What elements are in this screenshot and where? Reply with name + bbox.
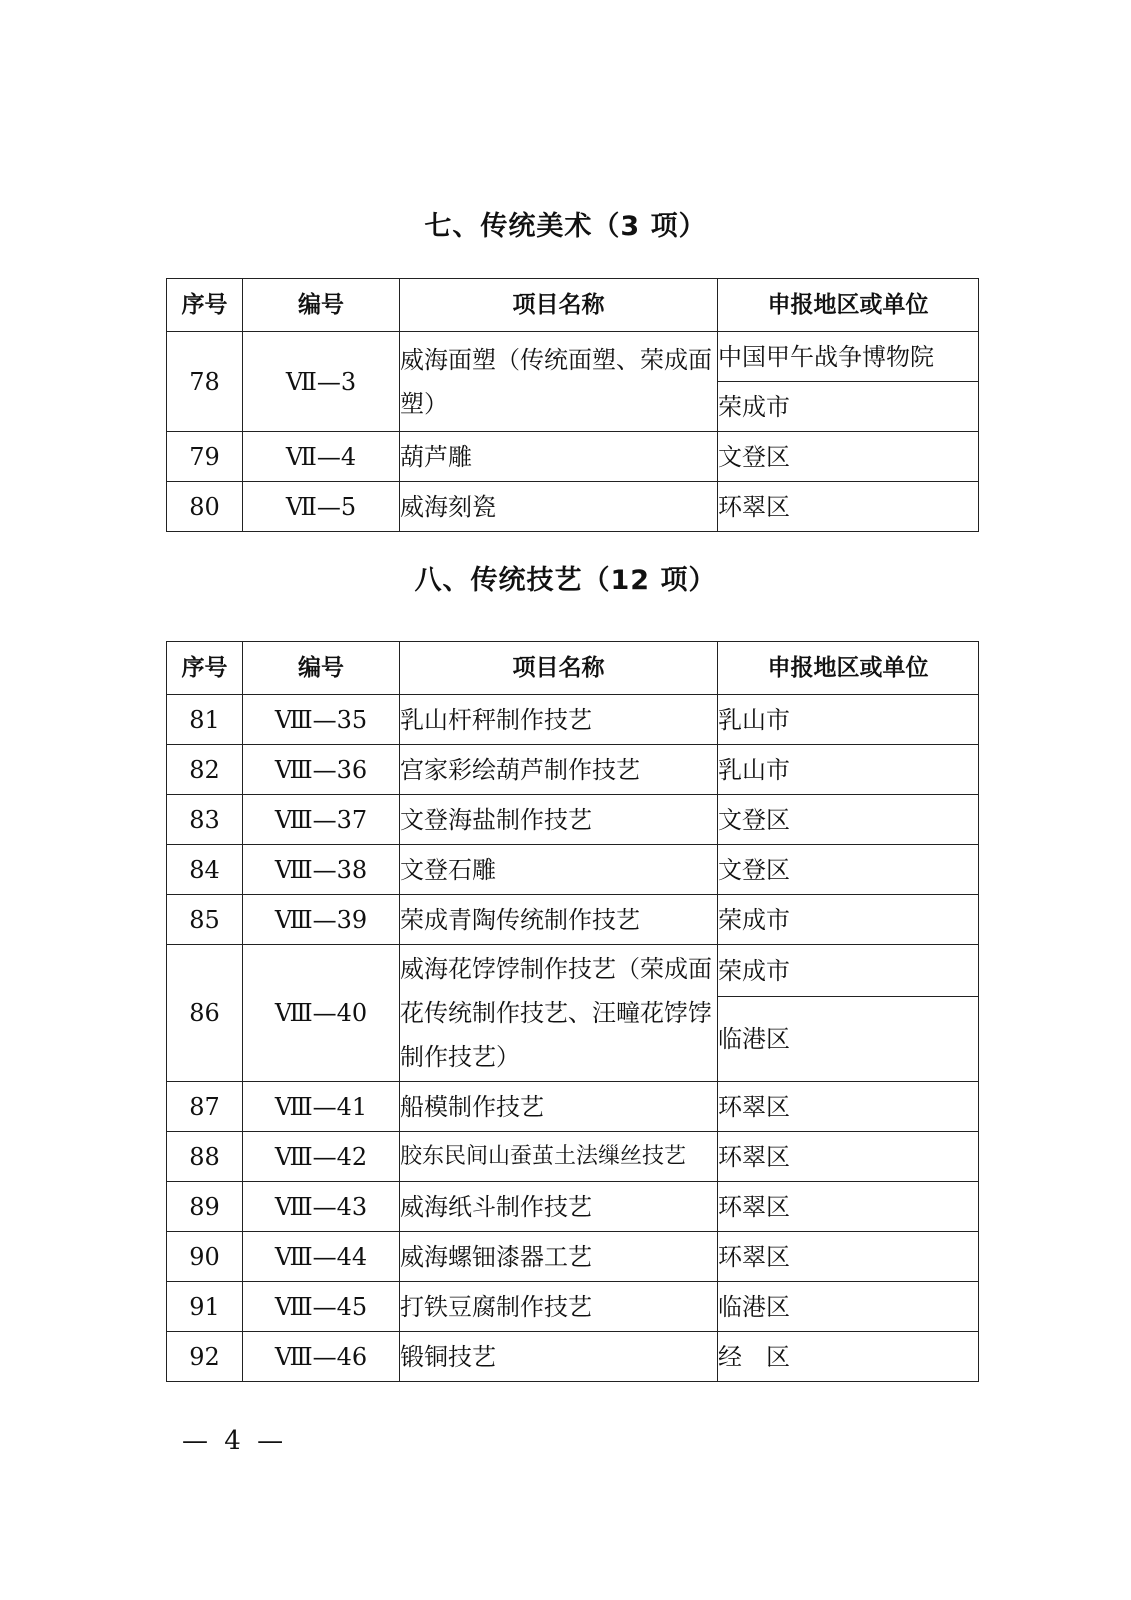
cell-project-name: 荣成青陶传统制作技艺 bbox=[400, 895, 718, 945]
cell-project-name: 威海面塑（传统面塑、荣成面塑） bbox=[400, 332, 718, 432]
header-project-name: 项目名称 bbox=[400, 279, 718, 332]
cell-serial-no: 92 bbox=[167, 1332, 243, 1382]
cell-serial-no: 85 bbox=[167, 895, 243, 945]
cell-project-name: 文登海盐制作技艺 bbox=[400, 795, 718, 845]
cell-project-name: 乳山杆秤制作技艺 bbox=[400, 695, 718, 745]
cell-region-unit: 乳山市 bbox=[718, 745, 979, 795]
cell-region-unit: 荣成市 bbox=[718, 382, 979, 432]
cell-project-name: 打铁豆腐制作技艺 bbox=[400, 1282, 718, 1332]
traditional-art-table bbox=[166, 278, 979, 532]
cell-region-unit: 中国甲午战争博物院 bbox=[718, 332, 979, 382]
cell-project-name: 葫芦雕 bbox=[400, 432, 718, 482]
table-row bbox=[167, 795, 979, 845]
cell-project-name: 锻铜技艺 bbox=[400, 1332, 718, 1382]
cell-serial-no: 78 bbox=[167, 332, 243, 432]
cell-code: Ⅷ—35 bbox=[243, 695, 400, 745]
cell-region-unit: 荣成市 bbox=[718, 895, 979, 945]
table-row bbox=[167, 1282, 979, 1332]
cell-region-unit: 临港区 bbox=[718, 997, 979, 1082]
cell-project-name: 宫家彩绘葫芦制作技艺 bbox=[400, 745, 718, 795]
cell-region-unit: 文登区 bbox=[718, 432, 979, 482]
cell-serial-no: 89 bbox=[167, 1182, 243, 1232]
header-project-name: 项目名称 bbox=[400, 642, 718, 695]
cell-serial-no: 86 bbox=[167, 945, 243, 1082]
cell-serial-no: 81 bbox=[167, 695, 243, 745]
cell-code: Ⅷ—39 bbox=[243, 895, 400, 945]
cell-project-name: 船模制作技艺 bbox=[400, 1082, 718, 1132]
table-row bbox=[167, 1132, 979, 1182]
cell-code: Ⅶ—5 bbox=[243, 482, 400, 532]
cell-code: Ⅶ—4 bbox=[243, 432, 400, 482]
table-row bbox=[167, 432, 979, 482]
cell-project-name: 威海花饽饽制作技艺（荣成面花传统制作技艺、汪疃花饽饽制作技艺） bbox=[400, 945, 718, 1082]
header-serial-no: 序号 bbox=[167, 642, 243, 695]
cell-code: Ⅷ—42 bbox=[243, 1132, 400, 1182]
cell-code: Ⅷ—41 bbox=[243, 1082, 400, 1132]
cell-region-unit: 经 区 bbox=[718, 1332, 979, 1382]
table-row bbox=[167, 695, 979, 745]
table-row bbox=[167, 1332, 979, 1382]
cell-serial-no: 88 bbox=[167, 1132, 243, 1182]
cell-region-unit: 临港区 bbox=[718, 1282, 979, 1332]
table-row bbox=[167, 1082, 979, 1132]
table-row bbox=[167, 1182, 979, 1232]
cell-code: Ⅷ—37 bbox=[243, 795, 400, 845]
cell-project-name: 威海刻瓷 bbox=[400, 482, 718, 532]
cell-region-unit: 文登区 bbox=[718, 845, 979, 895]
table-row bbox=[167, 482, 979, 532]
cell-serial-no: 84 bbox=[167, 845, 243, 895]
table-row bbox=[167, 845, 979, 895]
section-title-traditional-art: 七、传统美术（3 项） bbox=[424, 211, 707, 242]
cell-code: Ⅶ—3 bbox=[243, 332, 400, 432]
page-number: — 4 — bbox=[182, 1426, 288, 1456]
cell-code: Ⅷ—38 bbox=[243, 845, 400, 895]
traditional-craft-table bbox=[166, 641, 979, 1382]
cell-serial-no: 87 bbox=[167, 1082, 243, 1132]
cell-region-unit: 环翠区 bbox=[718, 1182, 979, 1232]
cell-project-name: 文登石雕 bbox=[400, 845, 718, 895]
table-row bbox=[167, 895, 979, 945]
table-row bbox=[167, 945, 979, 997]
table-header-row bbox=[167, 279, 979, 332]
header-code: 编号 bbox=[243, 279, 400, 332]
section-title-traditional-craft: 八、传统技艺（12 项） bbox=[414, 565, 717, 596]
cell-serial-no: 79 bbox=[167, 432, 243, 482]
cell-project-name: 威海纸斗制作技艺 bbox=[400, 1182, 718, 1232]
header-region-unit: 申报地区或单位 bbox=[718, 642, 979, 695]
cell-region-unit: 环翠区 bbox=[718, 1082, 979, 1132]
cell-project-name: 威海螺钿漆器工艺 bbox=[400, 1232, 718, 1282]
cell-region-unit: 荣成市 bbox=[718, 945, 979, 997]
cell-code: Ⅷ—46 bbox=[243, 1332, 400, 1382]
cell-code: Ⅷ—44 bbox=[243, 1232, 400, 1282]
cell-region-unit: 乳山市 bbox=[718, 695, 979, 745]
header-region-unit: 申报地区或单位 bbox=[718, 279, 979, 332]
cell-code: Ⅷ—45 bbox=[243, 1282, 400, 1332]
cell-code: Ⅷ—43 bbox=[243, 1182, 400, 1232]
header-serial-no: 序号 bbox=[167, 279, 243, 332]
cell-code: Ⅷ—40 bbox=[243, 945, 400, 1082]
cell-serial-no: 83 bbox=[167, 795, 243, 845]
cell-region-unit: 环翠区 bbox=[718, 482, 979, 532]
cell-serial-no: 80 bbox=[167, 482, 243, 532]
cell-serial-no: 90 bbox=[167, 1232, 243, 1282]
cell-code: Ⅷ—36 bbox=[243, 745, 400, 795]
table-row bbox=[167, 332, 979, 382]
table-row bbox=[167, 745, 979, 795]
cell-region-unit: 环翠区 bbox=[718, 1232, 979, 1282]
table-row bbox=[167, 1232, 979, 1282]
table-header-row bbox=[167, 642, 979, 695]
cell-project-name: 胶东民间山蚕茧土法缫丝技艺 bbox=[400, 1132, 718, 1182]
cell-serial-no: 82 bbox=[167, 745, 243, 795]
header-code: 编号 bbox=[243, 642, 400, 695]
cell-serial-no: 91 bbox=[167, 1282, 243, 1332]
cell-region-unit: 文登区 bbox=[718, 795, 979, 845]
cell-region-unit: 环翠区 bbox=[718, 1132, 979, 1182]
